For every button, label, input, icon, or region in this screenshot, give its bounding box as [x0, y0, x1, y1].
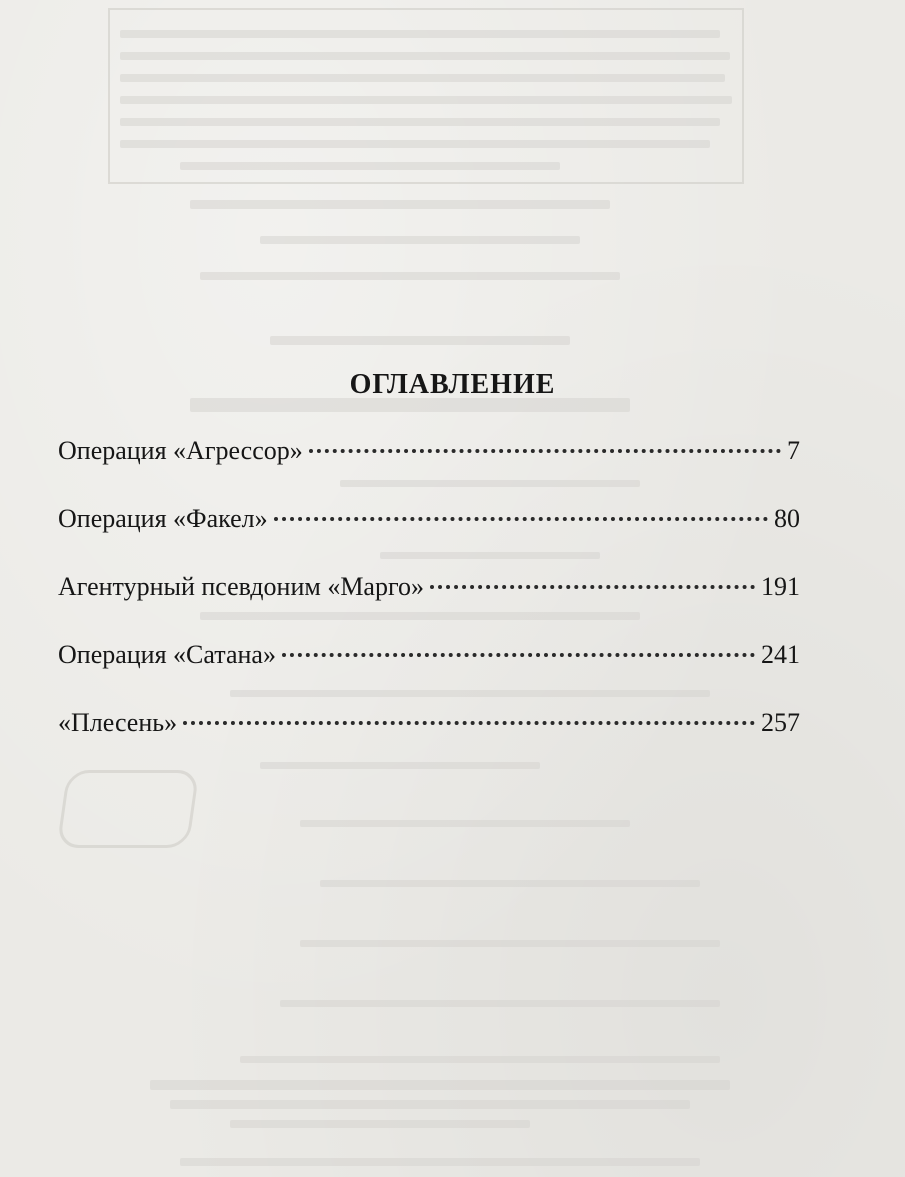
- dot-leader: [183, 721, 755, 725]
- toc-entry-page: 7: [787, 436, 800, 465]
- bleed-through-line: [170, 1100, 690, 1109]
- bleed-through-line: [320, 880, 700, 887]
- bleed-through-line: [120, 30, 720, 38]
- toc-entry-label: «Плесень»: [58, 708, 178, 737]
- toc-entry-label: Операция «Агрессор»: [58, 436, 303, 465]
- toc-list: [58, 436, 800, 776]
- toc-entry[interactable]: [58, 640, 800, 670]
- bleed-through-line: [150, 1080, 730, 1090]
- toc-entry[interactable]: [58, 436, 800, 466]
- toc-title: ОГЛАВЛЕНИЕ: [349, 369, 556, 400]
- bleed-through-line: [120, 74, 725, 82]
- toc-entry[interactable]: [58, 572, 800, 602]
- toc-entry-label: Агентурный псевдоним «Марго»: [58, 572, 424, 601]
- dot-leader: [274, 517, 768, 521]
- toc-entry-page: 257: [761, 708, 800, 737]
- bleed-through-line: [240, 1056, 720, 1063]
- dot-leader: [430, 585, 755, 589]
- bleed-through-line: [300, 820, 630, 827]
- bleed-through-line: [120, 118, 720, 126]
- bleed-through-line: [120, 140, 710, 148]
- bleed-through-line: [120, 52, 730, 60]
- bleed-through-line: [300, 940, 720, 947]
- bleed-through-line: [180, 1158, 700, 1166]
- bleed-through-line: [260, 236, 580, 244]
- toc-entry-label: Операция «Сатана»: [58, 640, 276, 669]
- bleed-through-line: [270, 336, 570, 345]
- toc-entry-page: 191: [761, 572, 800, 601]
- bleed-through-age-badge: [57, 770, 200, 848]
- toc-entry-page: 241: [761, 640, 800, 669]
- toc-entry[interactable]: [58, 708, 800, 738]
- bleed-through-line: [190, 200, 610, 209]
- bleed-through-line: [230, 1120, 530, 1128]
- bleed-through-line: [200, 272, 620, 280]
- dot-leader: [309, 449, 781, 453]
- bleed-through-line: [120, 96, 732, 104]
- bleed-through-line: [280, 1000, 720, 1007]
- toc-entry-label: Операция «Факел»: [58, 504, 268, 533]
- toc-entry[interactable]: [58, 504, 800, 534]
- toc-entry-page: 80: [774, 504, 800, 533]
- dot-leader: [282, 653, 755, 657]
- bleed-through-line: [180, 162, 560, 170]
